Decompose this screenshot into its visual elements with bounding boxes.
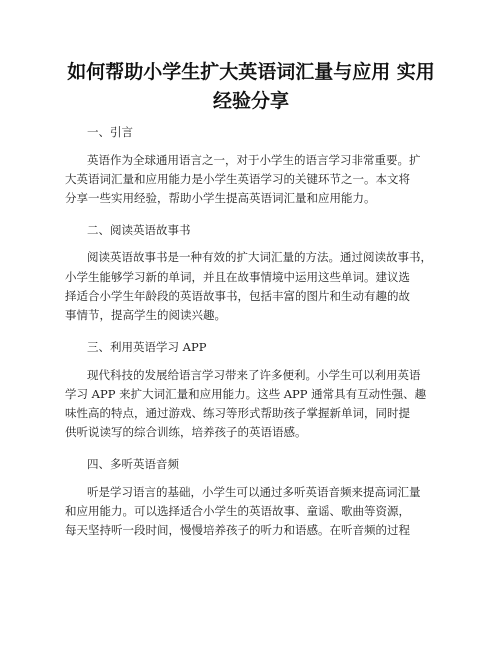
paragraph-line: 和应用能力。可以选择适合小学生的英语故事、童谣、歌曲等资源，: [65, 504, 410, 518]
paragraph-line: 事情节，提高学生的阅读兴趣。: [65, 308, 226, 322]
section-heading-apps: 三、利用英语学习 APP: [87, 340, 207, 354]
section-heading-audio: 四、多听英语音频: [87, 457, 179, 471]
paragraph-line: 味性高的特点，通过游戏、练习等形式帮助孩子掌握新单词，同时提: [65, 406, 410, 420]
paragraph-line: 现代科技的发展给语言学习带来了许多便利。小学生可以利用英语: [87, 368, 421, 382]
paragraph-line: 英语作为全球通用语言之一，对于小学生的语言学习非常重要。扩: [87, 153, 421, 167]
paragraph-line: 择适合小学生年龄段的英语故事书，包括丰富的图片和生动有趣的故: [65, 289, 410, 303]
paragraph-line: 每天坚持听一段时间，慢慢培养孩子的听力和语感。在听音频的过程: [65, 523, 410, 537]
paragraph-line: 供听说读写的综合训练，培养孩子的英语语感。: [65, 425, 307, 439]
paragraph-line: 听是学习语言的基础，小学生可以通过多听英语音频来提高词汇量: [87, 485, 421, 499]
paragraph-line: 分享一些实用经验，帮助小学生提高英语词汇量和应用能力。: [65, 191, 376, 205]
section-heading-intro: 一、引言: [87, 125, 133, 139]
document-title-line-1: 如何帮助小学生扩大英语词汇量与应用 实用: [67, 61, 435, 83]
section-heading-storybooks: 二、阅读英语故事书: [87, 223, 191, 237]
document-title-line-2: 经验分享: [212, 90, 289, 112]
paragraph-line: 小学生能够学习新的单词，并且在故事情境中运用这些单词。建议选: [65, 270, 410, 284]
paragraph-line: 学习 APP 来扩大词汇量和应用能力。这些 APP 通常具有互动性强、趣: [65, 387, 427, 401]
paragraph-line: 阅读英语故事书是一种有效的扩大词汇量的方法。通过阅读故事书，: [87, 250, 432, 264]
paragraph-line: 大英语词汇量和应用能力是小学生英语学习的关键环节之一。本文将: [65, 172, 410, 186]
